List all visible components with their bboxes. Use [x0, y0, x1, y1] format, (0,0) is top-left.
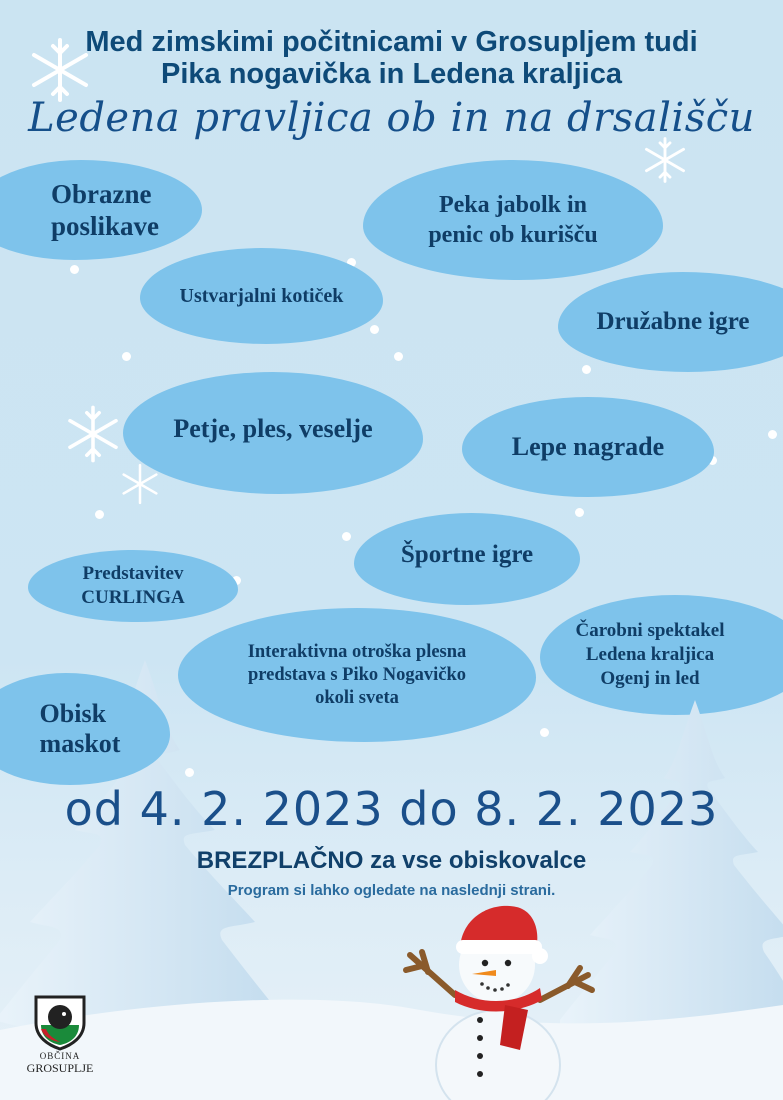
- snowflake-icon: [640, 135, 690, 185]
- date-range: od 4. 2. 2023 do 8. 2. 2023: [64, 782, 719, 836]
- logo-line-1: OBČINA: [39, 1051, 81, 1061]
- activity-curling: [28, 550, 238, 622]
- activity-label: penic ob kurišču: [428, 222, 598, 248]
- snow-dot: [95, 510, 104, 519]
- activity-label: predstava s Piko Nogavičko: [247, 664, 467, 685]
- activity-label: Petje, ples, veselje: [173, 414, 373, 443]
- activity-carobni-spektakel: [540, 595, 783, 715]
- header-line-1: Med zimskimi počitnicami v Grosupljem tudi: [85, 26, 698, 58]
- activity-ustvarjalni-koticek: [140, 248, 383, 344]
- snow-dot: [575, 508, 584, 517]
- activity-label: Lepe nagrade: [511, 432, 665, 461]
- activity-label: Predstavitev: [82, 563, 184, 584]
- snow-dot: [70, 265, 79, 274]
- grosuplje-coat-of-arms-icon: [34, 995, 86, 1051]
- activity-label: Interaktivna otroška plesna: [247, 641, 467, 662]
- snow-dot: [540, 728, 549, 737]
- activity-label: Ustvarjalni kotiček: [179, 284, 344, 307]
- activity-obrazne-poslikave: [0, 160, 202, 260]
- activity-label: okoli sveta: [315, 687, 399, 708]
- logo-line-2: GROSUPLJE: [26, 1061, 94, 1075]
- activity-label: Ogenj in led: [600, 668, 700, 689]
- activity-petje-ples: [123, 372, 423, 494]
- activity-label: Obrazne: [50, 179, 152, 209]
- activity-sportne-igre: [354, 513, 580, 605]
- activity-label: poslikave: [50, 211, 160, 241]
- script-title: Ledena pravljica ob in na drsališču: [28, 95, 755, 141]
- activity-label: Ledena kraljica: [585, 644, 715, 665]
- snowflake-icon: [62, 403, 124, 465]
- snow-dot: [342, 532, 351, 541]
- activity-label: Obisk: [39, 699, 107, 728]
- activity-label: Družabne igre: [596, 308, 750, 335]
- activity-label: Čarobni spektakel: [575, 620, 725, 641]
- activity-label: CURLINGA: [81, 587, 185, 608]
- header-line-2: Pika nogavička in Ledena kraljica: [161, 58, 622, 90]
- program-note: Program si lahko ogledate na naslednji strani.: [227, 882, 556, 899]
- snow-dot: [768, 430, 777, 439]
- activity-lepe-nagrade: [462, 397, 714, 497]
- snow-dot: [394, 352, 403, 361]
- activity-peka-jabolk: [363, 160, 663, 280]
- free-entry-text: BREZPLAČNO za vse obiskovalce: [196, 847, 587, 874]
- activity-label: Športne igre: [400, 541, 534, 568]
- activity-label: Peka jabolk in: [438, 192, 588, 218]
- activity-label: maskot: [39, 729, 121, 758]
- snow-dot: [582, 365, 591, 374]
- snow-ground: [0, 990, 783, 1100]
- snow-dot: [370, 325, 379, 334]
- activity-druzabne-igre: [558, 272, 783, 372]
- snow-dot: [122, 352, 131, 361]
- snowman-icon: [400, 900, 600, 1100]
